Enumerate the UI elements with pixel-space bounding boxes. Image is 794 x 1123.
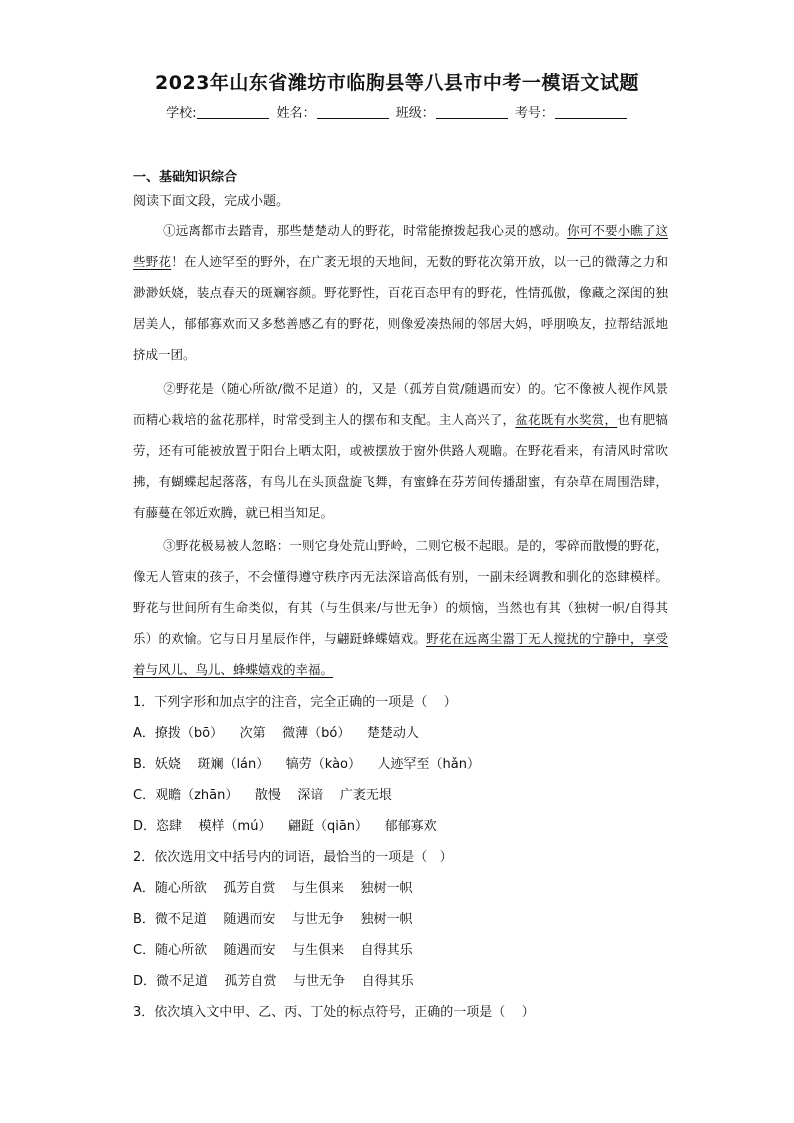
question-2-stem: 2．依次选用文中括号内的词语，最恰当的一项是（ ） [133, 850, 453, 865]
p3-underlined-sentence: 野花在远离尘嚣丁无人搅扰的宁静中，享受着与风儿、鸟儿、蜂蝶嬉戏的幸福。 [133, 631, 668, 677]
exam-title: 2023年山东省潍坊市临朐县等八县市中考一模语文试题 [155, 72, 639, 94]
exam-number-label: 考号： [514, 106, 554, 121]
p2-underlined-phrase: 盆花既有水奖赏， [515, 412, 618, 427]
class-label: 班级： [395, 106, 435, 121]
school-label: 学校: [166, 106, 197, 121]
question-1-option-a[interactable]: A．撩拨（bō） 次第 微薄（bó） 楚楚动人 [133, 726, 419, 741]
passage-paragraph-1 [133, 215, 668, 370]
exam-number-blank[interactable] [555, 105, 627, 119]
question-2-option-d[interactable]: D．微不足道 孤芳自赏 与世无争 自得其乐 [133, 974, 414, 989]
passage-paragraph-3 [133, 530, 668, 685]
question-1-option-d[interactable]: D．恣肆 模样（mú） 翩跹（qiān） 郁郁寡欢 [133, 819, 437, 834]
p1-text-a: ①远离都市去踏青，那些楚楚动人的野花，时常能撩拨起我心灵的感动。 [163, 223, 568, 238]
p1-underlined-sentence: 你可不要小瞧了这些野花 [133, 223, 668, 269]
p1-text-b: ！在人迹罕至的野外，在广袤无垠的天地间，无数的野花次第开放，以一己的微薄之力和渺渺妖娆，装点春天的斑斓容颜。野花野性，百花百态甲有的野花，性情孤傲，像藏之深闺的独居美人，郁郁寡欢而又多愁善感乙有的野花，则像爱凑热闹的邻居大妈，呼朋唤友，拉帮结派地挤成一团。 [133, 254, 668, 362]
name-blank[interactable] [317, 105, 389, 119]
question-1-stem: 1．下列字形和加点字的注音，完全正确的一项是（ ） [133, 695, 457, 710]
p2-text-a: ②野花是（随心所欲/微不足道）的，又是（孤芳自赏/随遇而安）的。它不像被人视作风景而精心栽培的盆花那样，时常受到主人的摆布和支配。主人高兴了， [133, 381, 668, 427]
question-2-option-b[interactable]: B．微不足道 随遇而安 与世无争 独树一帜 [133, 912, 413, 927]
section-heading: 一、基础知识综合 [133, 170, 238, 185]
class-blank[interactable] [436, 105, 508, 119]
question-3-stem: 3．依次填入文中甲、乙、丙、丁处的标点符号，正确的一项是（ ） [133, 1005, 535, 1020]
question-2-option-c[interactable]: C．随心所欲 随遇而安 与生俱来 自得其乐 [133, 943, 413, 958]
question-2-option-a[interactable]: A．随心所欲 孤芳自赏 与生俱来 独树一帜 [133, 881, 413, 896]
p2-text-b: 也有肥犒劳，还有可能被放置于阳台上晒太阳，或被摆放于窗外供路人观瞻。在野花看来，有清风时常吹拂，有蝴蝶起起落落，有鸟儿在头顶盘旋飞舞，有蜜蜂在芬芳间传播甜蜜，有杂草在周围浩肆，有藤蔓在邻近欢腾，就已相当知足。 [133, 412, 668, 520]
school-blank[interactable] [197, 105, 269, 119]
student-info-line [0, 102, 794, 121]
question-1-option-c[interactable]: C．观瞻（zhān） 散慢 深谙 广袤无垠 [133, 788, 392, 803]
name-label: 姓名： [276, 106, 316, 121]
p3-text-a: ③野花极易被人忽略：一则它身处荒山野岭，二则它极不起眼。是的，零碎而散慢的野花，像无人管束的孩子，不会懂得遵守秩序丙无法深谙高低有别，一副未经调教和驯化的恣肆模样。野花与世间所有生命类似，有其（与生俱来/与世无争）的烦恼，当然也有其（独树一帜/自得其乐）的欢愉。它与日月星辰作伴，与翩跹蜂蝶嬉戏。 [133, 538, 668, 646]
passage-paragraph-2 [133, 373, 668, 528]
section-intro: 阅读下面文段，完成小题。 [133, 194, 290, 209]
question-1-option-b[interactable]: B．妖娆 斑斓（lán） 犒劳（kào） 人迹罕至（hǎn） [133, 757, 480, 772]
